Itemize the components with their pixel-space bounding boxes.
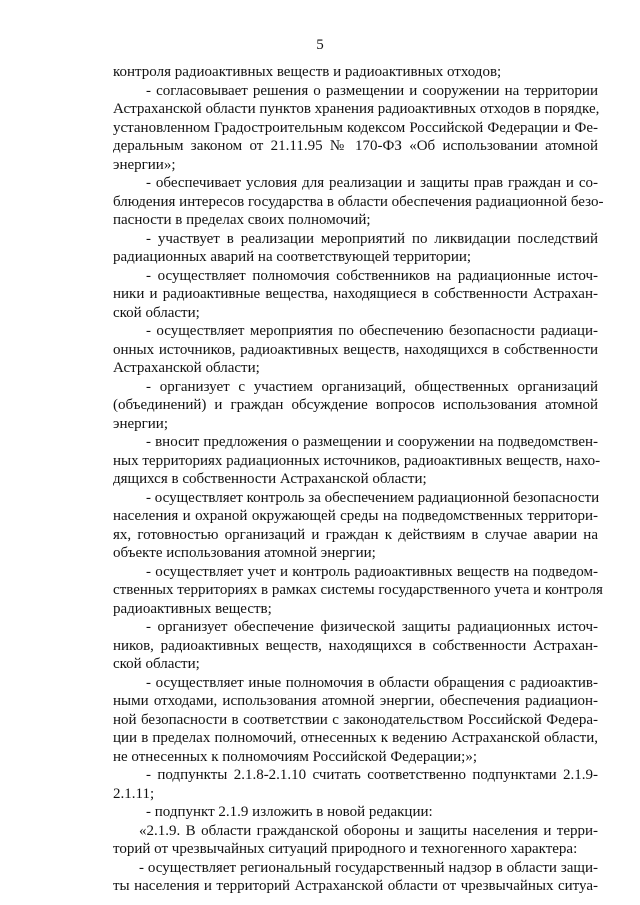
text-line: пасности в пределах своих полномочий; xyxy=(113,212,371,228)
text-line: - подпункты 2.1.8-2.1.10 считать соответственно подпунктами 2.1.9- xyxy=(146,767,598,783)
text-line: объекте использования атомной энергии; xyxy=(113,545,376,561)
text-line: контроля радиоактивных веществ и радиоактивных отходов; xyxy=(113,64,502,80)
text-line: - осуществляет учет и контроль радиоактивных веществ на подведом- xyxy=(146,563,598,580)
text-line: онных источников, радиоактивных веществ, находящихся в собственности xyxy=(113,341,598,358)
text-line: ными отходами, использования атомной энергии, обеспечения радиацион- xyxy=(113,693,598,709)
text-line: «2.1.9. В области гражданской обороны и защиты населения и терри- xyxy=(139,822,598,839)
text-line: - осуществляет мероприятия по обеспечению безопасности радиаци- xyxy=(146,323,598,339)
text-line: дящихся в собственности Астраханской области; xyxy=(113,471,427,487)
text-line: деральным законом от 21.11.95 № 170-ФЗ «Об использовании атомной xyxy=(113,138,598,154)
text-line: ной безопасности в соответствии с законодательством Российской Федера- xyxy=(113,711,598,728)
text-line: - подпункт 2.1.9 изложить в новой редакции: xyxy=(146,804,433,820)
text-line: не отнесенных к полномочиям Российской Федерации;»; xyxy=(113,748,477,765)
text-line: ях, готовностью организаций и граждан к действиям в случае аварии на xyxy=(113,526,598,543)
text-line: - осуществляет региональный государственный надзор в области защи- xyxy=(139,859,598,876)
text-line: - обеспечивает условия для реализации и защиты прав граждан и со- xyxy=(146,175,598,191)
text-line: - согласовывает решения о размещении и сооружении на территории xyxy=(146,82,598,99)
text-line: - организует обеспечение физической защиты радиационных источ- xyxy=(146,619,598,635)
text-line: радиоактивных веществ; xyxy=(113,600,272,617)
text-line: - осуществляет полномочия собственников на радиационные источ- xyxy=(146,267,598,284)
text-line: 2.1.11; xyxy=(113,785,155,802)
text-line: торий от чрезвычайных ситуаций природного и техногенного характера: xyxy=(113,841,578,857)
text-line: блюдения интересов государства в области обеспечения радиационной безо- xyxy=(113,193,604,210)
text-line: - вносит предложения о размещении и сооружении на подведомствен- xyxy=(146,434,598,450)
text-line: энергии»; xyxy=(113,156,176,173)
text-line: ции в пределах полномочий, отнесенных к ведению Астраханской области, xyxy=(113,730,598,746)
text-line: - организует с участием организаций, общественных организаций xyxy=(146,378,598,395)
text-line: ты населения и территорий Астраханской области от чрезвычайных ситуа- xyxy=(113,878,598,894)
text-line: радиационных аварий на соответствующей территории; xyxy=(113,249,472,265)
text-line: Астраханской области; xyxy=(113,360,260,376)
text-line: установленном Градостроительным кодексом Российской Федерации и Фе- xyxy=(113,119,598,136)
text-line: энергии; xyxy=(113,415,168,432)
text-line: ники и радиоактивные вещества, находящиеся в собственности Астрахан- xyxy=(113,286,598,302)
page-number: 5 xyxy=(316,37,324,53)
text-line: - осуществляет иные полномочия в области обращения с радиоактив- xyxy=(146,674,598,691)
document-body xyxy=(113,63,604,896)
text-line: - осуществляет контроль за обеспечением радиационной безопасности xyxy=(146,489,600,506)
text-line: ственных территориях в рамках системы государственного учета и контроля xyxy=(113,582,603,598)
text-line: ской области; xyxy=(113,304,200,321)
text-line: населения и охраной окружающей среды на подведомственных территори- xyxy=(113,508,598,524)
text-line: ской области; xyxy=(113,656,200,672)
text-line: (объединений) и граждан обсуждение вопросов использования атомной xyxy=(113,397,598,413)
text-line: - участвует в реализации мероприятий по ликвидации последствий xyxy=(146,230,598,247)
text-line: Астраханской области пунктов хранения радиоактивных отходов в порядке, xyxy=(113,101,600,117)
text-line: ников, радиоактивных веществ, находящихся в собственности Астрахан- xyxy=(113,637,598,654)
text-line: ных территориях радиационных источников, радиоактивных веществ, нахо- xyxy=(113,452,601,469)
